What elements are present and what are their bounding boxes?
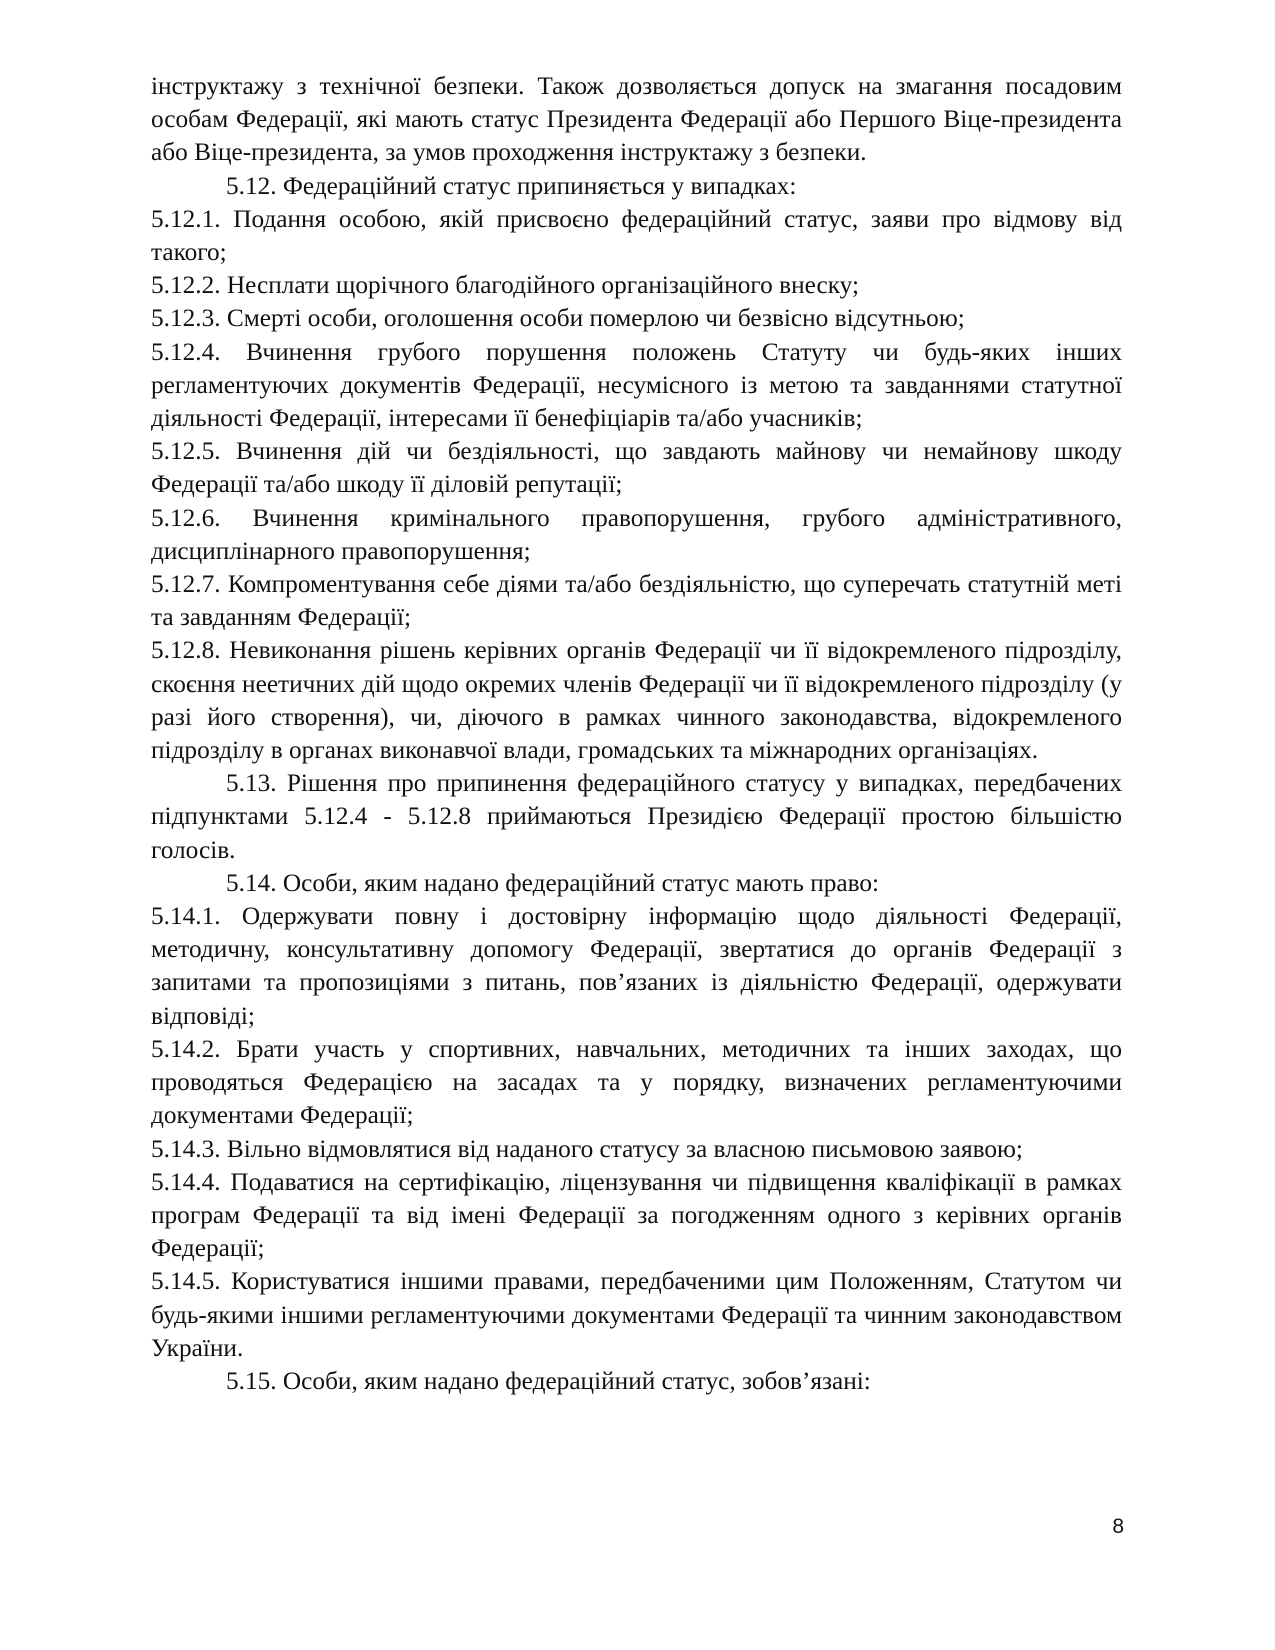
paragraph: 5.14.5. Користуватися іншими правами, передбаченими цим Положенням, Статутом чи будь-якими іншими регламентуючими документами Федерації та чинним законодавством України. [151, 1267, 1122, 1362]
paragraph: 5.13. Рішення про припинення федераційного статусу у випадках, передбачених підпунктами 5.12.4 - 5.12.8 приймаються Президією Федерації простою більшістю голосів. [151, 769, 1122, 864]
paragraph: 5.14.4. Подаватися на сертифікацію, ліцензування чи підвищення кваліфікації в рамках програм Федерації та від імені Федерації за погодженням одного з керівних органів Федерації; [151, 1167, 1122, 1263]
paragraph: 5.12.8. Невиконання рішень керівних органів Федерації чи її відокремленого підрозділу, скоєння неетичних дій щодо окремих членів Федерації чи її відокремленого підрозділу (у разі його створення), чи, діючого в рамках чинного законодавства, відокремленого підрозділу в органах виконавчої влади, громадських та міжнародних організаціях. [151, 636, 1122, 765]
paragraph: 5.12.5. Вчинення дій чи бездіяльності, що завдають майнову чи немайнову шкоду Федерації та/або шкоду її діловій репутації; [151, 437, 1122, 499]
paragraph: 5.12. Федераційний статус припиняється у випадках: [226, 171, 797, 200]
paragraph: інструктажу з технічної безпеки. Також дозволяється допуск на змагання посадовим особам Федерації, які мають статус Президента Федерації або Першого Віце-президента або Віце-президента, за умов проходження інструктажу з безпеки. [151, 72, 1122, 167]
paragraph: 5.12.4. Вчинення грубого порушення положень Статуту чи будь-яких інших регламентуючих документів Федерації, несумісного із метою та завданнями статутної діяльності Федерації, інтересами її бенефіціарів та/або учасників; [151, 337, 1122, 433]
paragraph: 5.12.2. Несплати щорічного благодійного організаційного внеску; [151, 271, 859, 300]
paragraph: 5.12.3. Смерті особи, оголошення особи померлою чи безвісно відсутньою; [151, 304, 965, 333]
paragraph: 5.14.3. Вільно відмовлятися від наданого статусу за власною письмовою заявою; [151, 1134, 1023, 1163]
document-body [151, 70, 1122, 1398]
page-number: 8 [1112, 1515, 1124, 1538]
paragraph: 5.12.6. Вчинення кримінального правопорушення, грубого адміністративного, дисциплінарного правопорушення; [151, 503, 1122, 565]
paragraph: 5.14.2. Брати участь у спортивних, навчальних, методичних та інших заходах, що проводяться Федерацією на засадах та у порядку, визначених регламентуючими документами Федерації; [151, 1034, 1122, 1130]
paragraph: 5.12.1. Подання особою, якій присвоєно федераційний статус, заяви про відмову від такого; [151, 204, 1122, 267]
paragraph: 5.15. Особи, яким надано федераційний статус, зобов’язані: [226, 1366, 871, 1395]
paragraph: 5.12.7. Компроментування себе діями та/або бездіяльністю, що суперечать статутній меті та завданням Федерації; [151, 570, 1122, 632]
paragraph: 5.14.1. Одержувати повну і достовірну інформацію щодо діяльності Федерації, методичну, консультативну допомогу Федерації, звертатися до органів Федерації з запитами та пропозиціями з питань, пов’язаних із діяльністю Федерації, одержувати відповіді; [151, 902, 1122, 1030]
paragraph: 5.14. Особи, яким надано федераційний статус мають право: [226, 868, 880, 897]
